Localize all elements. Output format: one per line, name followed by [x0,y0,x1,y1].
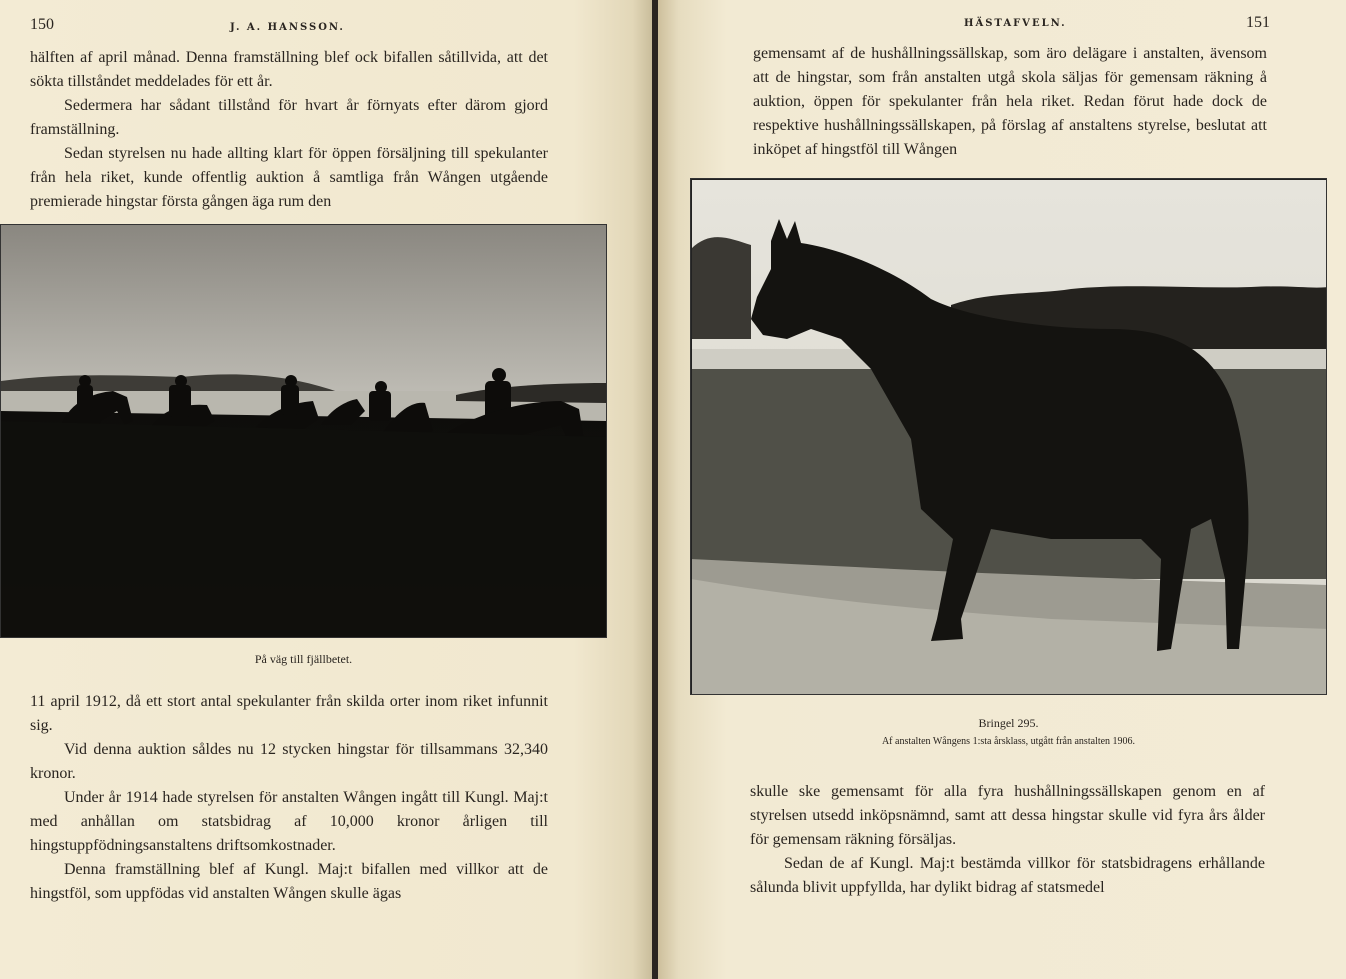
left-bottom-text [30,690,548,906]
left-top-text [30,46,548,214]
right-photo-caption [690,716,1327,747]
paragraph: Vid denna auktion såldes nu 12 stycken hingstar för tillsammans 32,340 kronor. [30,741,548,782]
right-photo-caption-title: Bringel 295. [978,716,1039,730]
paragraph: skulle ske gemensamt för alla fyra hushållningssällskapen genom en af styrelsen utsedd inköpsnämnd, samt att dessa hingstar skulle vid fyra års ålder för gemensam räkning försäljas. [750,783,1265,848]
running-head: J. A. HANSSON. [230,22,345,33]
paragraph: Sedan de af Kungl. Maj:t bestämda villkor för statsbidragens erhållande sålunda blivit uppfyllda, har dylikt bidrag af statsmedel [750,855,1265,896]
running-head: HÄSTAFVELN. [964,18,1067,29]
right-photo-caption-subtitle: Af anstalten Wångens 1:sta årsklass, utgått från anstalten 1906. [881,736,1136,747]
paragraph: Sedan styrelsen nu hade allting klart för öppen försäljning till spekulanter från hela riket, kunde offentlig auktion å samtliga från Wången utgående premierade hingstar första gången äga rum den [30,145,548,210]
left-photo-caption: På väg till fjällbetet. [254,652,353,666]
paragraph: Denna framställning blef af Kungl. Maj:t bifallen med villkor att de hingstföl, som uppfödas vid anstalten Wången skulle ägas [30,861,548,902]
left-page [0,0,652,979]
right-page [658,0,1346,979]
paragraph: Under år 1914 hade styrelsen för anstalten Wången ingått till Kungl. Maj:t med anhållan om statsbidrag af 10,000 kronor årligen till hingstuppfödningsanstaltens driftsomkostnader. [30,789,548,854]
riders-photo [0,224,607,638]
paragraph: 11 april 1912, då ett stort antal spekulanter från skilda orter inom riket infunnit sig. [30,693,548,734]
paragraph: hälften af april månad. Denna framställning blef ock bifallen såtillvida, att det sökta tillståndet meddelades för ett år. [30,49,548,90]
page-number: 150 [30,16,54,33]
paragraph: Sedermera har sådant tillstånd för hvart år förnyats efter därom gjord framställning. [30,97,548,138]
right-bottom-text [750,780,1265,900]
riders-silhouette-image [1,225,607,638]
horse-photo [690,178,1327,695]
horse-image [691,179,1327,695]
paragraph: gemensamt af de hushållningssällskap, som äro delägare i anstalten, ävensom att de hingstar, som från anstalten utgå skola säljas för gemensam räkning å auktion, öppen för spekulanter från hela riket. Redan förut hade dock de respektive hushållningssällskapen, på förslag af anstaltens styrelse, beslutat att inköpet af hingstföl till Wången [753,45,1267,158]
page-number: 151 [1246,14,1270,31]
right-top-text [753,42,1267,162]
